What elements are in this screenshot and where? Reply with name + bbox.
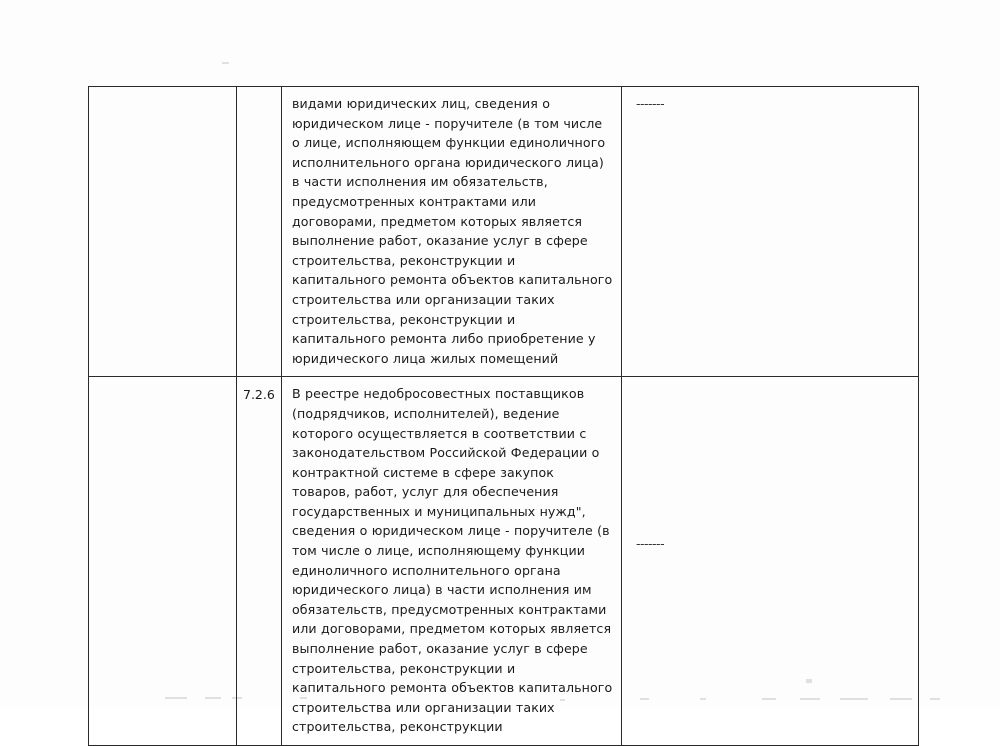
table-cell-clause-number: 7.2.6: [237, 377, 282, 746]
table-cell-value: -------: [622, 377, 919, 746]
table-row: [89, 377, 919, 746]
table-cell-left-blank: [89, 377, 237, 746]
table-cell-clause-text: В реестре недобросовестных поставщиков (подрядчиков, исполнителей), ведение которого осуществляется в соответствии с законодательством Российской Федерации о контрактной системе в сфере закупок товаров, работ, услуг для обеспечения государственных и муниципальных нужд", сведения о юридическом лице - поручителе (в том числе о лице, исполняющему функции единоличного исполнительного органа юридического лица) в части исполнения им обязательств, предусмотренных контрактами или договорами, предметом которых является выполнение работ, оказание услуг в сфере строительства, реконструкции и капитального ремонта объектов капитального строительства или организации таких строительства, реконструкции: [282, 377, 622, 746]
scan-artifact: [222, 62, 229, 64]
table-cell-clause-text: видами юридических лиц, сведения о юридическом лице - поручителе (в том числе о лице, исполняющем функции единоличного исполнительного органа юридического лица) в части исполнения им обязательств, предусмотренных контрактами или договорами, предметом которых является выполнение работ, оказание услуг в сфере строительства, реконструкции и капитального ремонта объектов капитального строительства или организации таких строительства, реконструкции и капитального ремонта либо приобретение у юридического лица жилых помещений: [282, 87, 622, 377]
table-cell-left-blank: [89, 87, 237, 377]
table-cell-value: -------: [622, 87, 919, 377]
table-cell-clause-number: [237, 87, 282, 377]
scan-artifact: [930, 698, 940, 700]
document-table: [88, 86, 919, 746]
table-row: [89, 87, 919, 377]
